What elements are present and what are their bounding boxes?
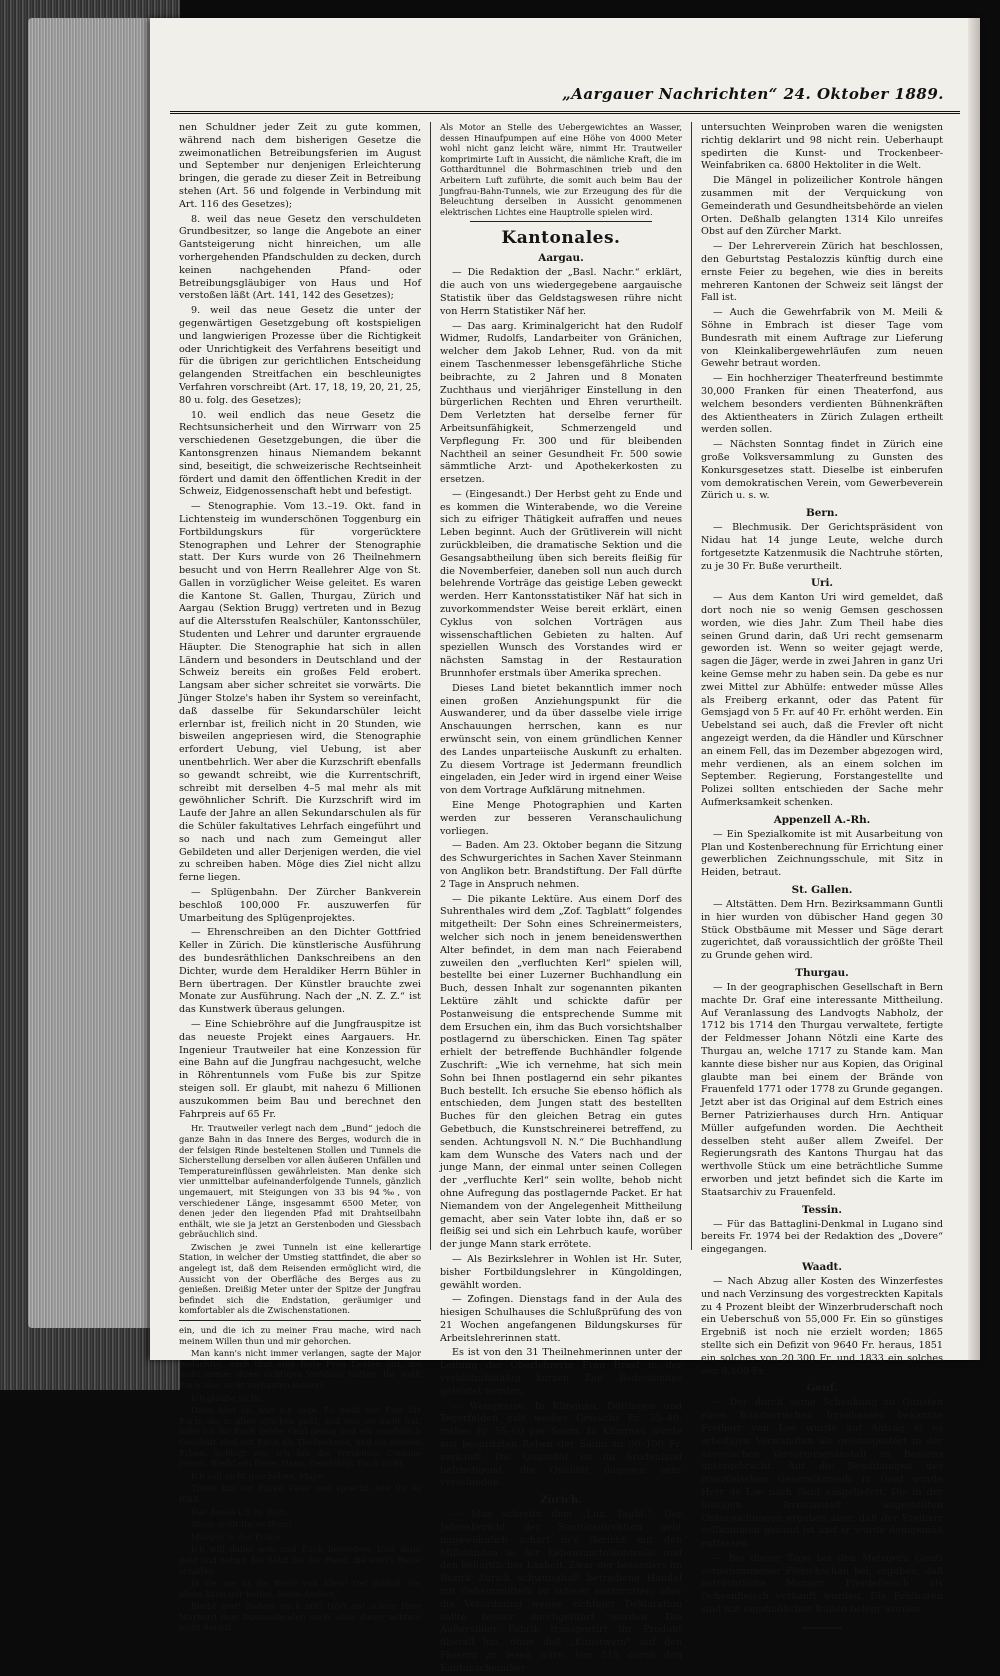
article-paragraph: 8. weil das neue Gesetz den verschuldeten Grundbesitzer, so lange die Angebote an einer Gantsteigerung nicht hinreichen, um alle vorhergehenden Pfandschulden zu decken, durch keinen nachgehenden Pfand- oder Betreibungsgläubiger von Haus und Hof verstoßen läßt (Art. 141, 142 des Gesetzes);: [179, 213, 421, 302]
article-paragraph: Dieses Land bietet bekanntlich immer noch einen großen Anziehungspunkt für die Auswanderer, und da über dasselbe viele irrige Anschauungen herrschen, kann es nur erwünscht sein, von einem gründlichen Kenner des Landes unparteiische Auskunft zu erhalten. Zu diesem Vortrage ist Jedermann freundlich eingeladen, ein Jeder wird in irgend einer Weise von dem Vortrage Aufklärung mitnehmen.: [440, 682, 682, 797]
feuilleton-paragraph: Dann hört an, was ich sage. Es giebt nur Eine für Euch, die in allen Stücken paßt, und was sie nicht hat, habe ich für Euch beide: Geld genug und ein ansehnlich Geschäft sind mit Euch als Theilnehmer, und als meinen Erben. Schlagt ein, ich bin die vornehme Cousine reisen. Bleibt ein freier Mann, demüthigt Euch nicht.: [179, 1405, 421, 1469]
article-spluegenbahn: — Splügenbahn. Der Zürcher Bankverein beschloß 100,000 Fr. auszuwerfen für Umarbeitung des Splügenprojektes.: [179, 887, 421, 924]
article-paragraph: Als Motor an Stelle des Uebergewichtes an Wasser, dessen Hinaufpumpen auf eine Höhe von 4000 Meter wohl nicht ganz leicht wäre, nimmt Hr. Trautweiler komprimirte Luft in Aussicht, die nämliche Kraft, die im Gotthardtunnel die Bohrmaschinen trieb und den Arbeitern Luft zuführte, die somit auch beim Bau der Jungfrau-Bahn-Tunnels, wie zur Erzeugung des für die Beleuchtung derselben in Aussicht genommenen elektrischen Lichtes eine Hauptrolle spielen wird.: [440, 122, 682, 217]
feuilleton-paragraph: Morgen in der Frühe.: [191, 1531, 283, 1542]
subsection-title-bern: Bern.: [805, 507, 839, 520]
article-paragraph: Es ist von den 31 Theilnehmerinnen unter der Leitung der Oberlehrerin Frau Brast in der verhältnißmäßig kurzen Zeit Bedeutendes geleistet worden.: [440, 1347, 682, 1397]
subsection-title-waadt: Waadt.: [802, 1260, 842, 1273]
article-paragraph: — Die pikante Lektüre. Aus einem Dorf des Suhrenthales wird dem „Zof. Tagblatt“ folgendes mitgetheilt: Der Sohn eines Schreinermeisters, welcher sich noch in jenem beneidenswerthen Alter befindet, in dem man nach Feierabend zuweilen den „verfluchten Kerl“ spielen will, bestellte bei einer Luzerner Buchhandlung ein Buch, dessen Inhalt zur sogenannten pikanten Lektüre zählt und schickte dafür per Postanweisung die entsprechende Summe mit dem Ersuchen ein, ihm das Buch vorsichtshalber postlagernd zu überschicken. Einen Tag später erhielt der betreffende Buchhändler folgende Zuschrift: „Wie ich vernehme, hat sich mein Sohn bei Ihnen postlagernd ein sehr pikantes Buch bestellt. Ich ersuche Sie ebenso höflich als entschieden, dem Jungen statt des bestellten Buches für den gleichen Betrag ein gutes Gebetbuch, die Kunstschreinerei betreffend, zu senden. Achtungsvoll N. N.“ Die Buchhandlung kam dem Wunsche des Vaters nach und der junge Mann, der einmal unter seinen Collegen der „verfluchte Kerl“ sein wollte, behob nicht ohne Aufregung das postlagernde Packet. Er hat Niemandem von der Angelegenheit Mittheilung gemacht, aber sein Vater lobte ihn, daß er so fleißig sei und sich ein Lehrbuch kaufe, worüber der junge Mann stark errötete.: [440, 893, 682, 1251]
feuilleton-paragraph: Ich glaube nicht.: [191, 1392, 263, 1403]
feuilleton-paragraph: Ich will dabei sein und Euch beistehen. Und dann geht und nehmt das Bäbli bei der Hand, die wird's Beste schaffen.: [179, 1544, 421, 1576]
article-paragraph: — Der Lehrerverein Zürich hat beschlossen, den Geburtstag Pestalozzis künftig durch eine ernste Feier zu begehen, wie dies in bereits mehreren Kantonen der Schweiz seit längst der Fall ist.: [701, 241, 943, 304]
article-paragraph: Zwischen je zwei Tunneln ist eine kellerartige Station, in welcher der Umstieg stattfindet, die aber so angelegt ist, daß dem Reisenden ermöglicht wird, die Aussicht von der Oberfläche des Berges aus zu genießen. Dreißig Meter unter der Spitze der Jungfrau befindet sich die Endstation, geräumiger und komfortabler als die Zwischenstationen.: [179, 1241, 421, 1316]
article-paragraph: untersuchten Weinproben waren die wenigsten richtig deklarirt und 98 nicht rein. Ueberhaupt spedirten die Kunst- und Trockenbeer-Weinfabriken ca. 6800 Hektoliter in die Welt.: [701, 122, 943, 172]
feuilleton-paragraph: Wann wollt Ihr es thun?: [191, 1519, 293, 1530]
article-paragraph: — Auch die Gewehrfabrik von M. Meili & Söhne in Embrach ist dieser Tage vom Bundesrath mit einem Auftrage zur Lieferung von Kleinkalibergewehrläufen zum neuen Gewehr betraut worden.: [701, 307, 943, 370]
subsection-title-st-gallen: St. Gallen.: [791, 884, 853, 897]
article-paragraph: 10. weil endlich das neue Gesetz die Rechtsunsicherheit und den Wirrwarr von 25 verschiedenen Gesetzgebungen, die über die Kantonsgrenzen hinaus Niemandem bekannt sind, beseitigt, die schweizerische Rechtseinheit fördert und damit den öffentlichen Kredit in der Schweiz, Eidgenossenschaft hebt und befestigt.: [179, 409, 421, 498]
subsection-title-aargau: Aargau.: [538, 252, 584, 265]
column-3: [692, 122, 952, 1616]
article-paragraph: Die Mängel in polizeilicher Kontrole hängen zusammen mit der Verquickung von Gemeinderath und Gesundheitsbehörde an vielen Orten. Deßhalb gelangten 1314 Kilo unreifes Obst auf den Zürcher Markt.: [701, 175, 943, 238]
article-paragraph: — Blechmusik. Der Gerichtspräsident von Nidau hat 14 junge Leute, welche durch fortgesetzte Katzenmusik die Nachtruhe störten, zu je 30 Fr. Buße verurtheilt.: [701, 522, 943, 572]
feuilleton-paragraph: Das denke ich zu thun.: [191, 1506, 289, 1517]
article-paragraph: — Ein Spezialkomite ist mit Ausarbeitung von Plan und Kostenberechnung für Errichtung einer gewerblichen Zeichnungsschule, mit Sitz in Heiden, betraut.: [701, 828, 943, 879]
article-paragraph: — Das aarg. Kriminalgericht hat den Rudolf Widmer, Rudolfs, Landarbeiter von Gränichen, welcher dem Jakob Lehner, Rud. von da mit einem Taschenmesser lebensgefährliche Stiche beibrachte, zu 2 Jahren und 8 Monaten Zuchthaus und vierjähriger Einstellung in den bürgerlichen Rechten und Ehren verurtheilt. Dem Verletzten hat derselbe ferner für Arbeitsunfähigkeit, Schmerzengeld und Verpflegung Fr. 300 und für bleibenden Nachtheil an seiner Gesundheit Fr. 500 sowie sämmtliche Arzt- und Apothekerkosten zu ersetzen.: [440, 320, 682, 486]
newspaper-title-date: „Aargauer Nachrichten“ 24. Oktober 1889.: [562, 85, 944, 103]
article-paragraph: — Aus dem Kanton Uri wird gemeldet, daß dort noch nie so wenig Gemsen geschossen worden, wie dies Jahr. Zum Theil habe dies seinen Grund darin, daß Uri recht gemsenarm geworden ist. Wenn so weiter gejagt werde, sagen die Jäger, werde in zwei Jahren in ganz Uri keine Gemse mehr zu haben sein. Da gebe es nur zwei Mittel zur Abhülfe: entweder müsse Alles als Freiberg erkannt, oder das Patent für Gemsjagd von 5 Fr. auf 40 Fr. erhöht werden. Ein Uebelstand sei auch, daß die Frevler oft nicht angezeigt werden, da die Händler und Kürschner an einem Fell, das im Dezember abgezogen wird, mehr verdienen, als an einem solchen im September. Regierung, Forstangestellte und Polizei sollten entschieden der Sache mehr Aufmerksamkeit schenken.: [701, 592, 943, 809]
feuilleton-paragraph: Ja sie, sie ist die Beste von Allen! rief Rudolf. Sie allein kann mir helfen, keine Andere.: [179, 1578, 421, 1599]
feuilleton-paragraph: Man kann's nicht immer verlangen, sagte der Major bedächtig, auch thut eine feste Frau Leuten gut, die nicht immer ihren richtigen Verstand hätten. Ihr wollt Euch also nicht verkaufen lassen?: [179, 1348, 421, 1391]
article-schiebroehre: — Eine Schiebröhre auf die Jungfrauspitze ist das neueste Projekt eines Aargauers. Hr. Ingenieur Trautweiler hat eine Konzession für eine Bahn auf die Jungfrau nachgesucht, welche in Röhrentunnels vom Fuße bis zur Spitze steigen soll. Er glaubt, mit nahezu 6 Millionen auszukommen beim Bau und berechnet den Fahrpreis auf 65 Fr.: [179, 1018, 421, 1120]
section-divider: [470, 221, 652, 222]
section-title-kantonales: Kantonales.: [501, 228, 621, 249]
column-1: [170, 122, 431, 1633]
article-stenographie: — Stenographie. Vom 13.–19. Okt. fand in Lichtensteig im wunderschönen Toggenburg ein Fortbildungskurs für vorgerücktere Stenographen und Lehrer der Stenographie statt. Der Kurs wurde von 26 Theilnehmern besucht und von Herrn Reallehrer Alge von St. Gallen in vorzüglicher Weise geleitet. Es waren die Kantone St. Gallen, Thurgau, Zürich und Aargau (Sektion Brugg) vertreten und in Bezug auf die Altersstufen Realschüler, Kantonsschüler, Studenten und Lehrer und darunter ergrauende Häupter. Die Stenographie hat sich in allen Ländern und besonders in Deutschland und der Schweiz bereits ein großes Feld erobert. Langsam aber sicher schreitet sie vorwärts. Die Jünger Stolze's haben ihr System so vereinfacht, daß dasselbe für Sekundarschüler leicht erlernbar ist, freilich nicht in 20 Stunden, wie bisweilen angepriesen wird, die Stenographie erfordert Uebung, viel Uebung, ist aber unentbehrlich. Wer aber die Kurzschrift ebenfalls so gewandt schreibt, wie die Kurrentschrift, schreibt mit derselben 4–5 mal mehr als mit gewöhnlicher Schrift. Die Kurzschrift wird im Laufe der Jahre an allen Sekundarschulen als für die Schüler fakultatives Lehrfach eingeführt und so nach und nach zum Gemeingut aller Gebildeten und aller Derjenigen werden, die viel zu schreiben haben. Möge dies Ziel nicht allzu ferne liegen.: [179, 501, 421, 884]
article-paragraph: — Für das Battaglini-Denkmal in Lugano sind bereits Fr. 1974 bei der Redaktion des „Dovere“ eingegangen.: [701, 1218, 943, 1256]
subsection-title-tessin: Tessin.: [802, 1203, 842, 1216]
article-paragraph: — Bei dieser Tage bei den Metzgern Genfs vorgenommener Fleischschau bei, ergaben, daß beträchtliche Mengen Pferdefleisch als Ochsenfleisch verkauft worden. Die Fehlbaren sind mit empfindlichen Bußen belegt worden.: [701, 1552, 943, 1616]
feuilleton-paragraph: ein, und die ich zu meiner Frau mache, wird nach meinem Willen thun und mir gehorchen.: [179, 1325, 421, 1346]
article-paragraph: — Altstätten. Dem Hrn. Bezirksammann Guntli in hier wurden von dübischer Hand gegen 30 Stück Obstbäume mit Messer und Säge derart zugerichtet, daß voraussichtlich der größte Theil zu Grunde gehen wird.: [701, 899, 943, 962]
article-paragraph: — Man schreibt dem „Luz. Tagbl.“: Der Jahresbericht der Sanitätsdirektion gebt ungewöhnlich scharf in's Gericht mit den Mißständen in der Lebensmittelkontrolle und den behördlicher Laxheit. Zwar der besonders im Bezirk Zürich schwunghaft betriebene Handel mit Geheimmitteln ist schwer auszurotten; aber die Verordnung wegen richtiger Deklaration sollte besser durchgeführt werden. Die Außersihler Fabrik transportirt ihr Produkt überall hin, ohne daß „Kunstwein“ auf den Fässern zu lesen wäre. Von 518 durch den Kantonschemiker: [440, 1509, 682, 1674]
article-paragraph: — Zofingen. Dienstags fand in der Aula des hiesigen Schulhauses die Schlußprüfung des von 21 Wochen angefangenen Bildungskurses für Arbeitslehrerinnen statt.: [440, 1294, 682, 1344]
article-paragraph: 9. weil das neue Gesetz die unter der gegenwärtigen Gesetzgebung oft kostspieligen und langwierigen Prozesse über die Richtigkeit oder Unrichtigkeit des Verfahrens beseitigt und für die übrigen zur gerichtlichen Entscheidung gelangenden Streitfachen ein beschleunigtes Verfahren vorschreibt (Art. 17, 18, 19, 20, 21, 25, 80 u. folg. des Gesetzes);: [179, 305, 421, 406]
article-paragraph: Eine Menge Photographien und Karten werden zur besseren Veranschaulichung vorliegen.: [440, 800, 682, 837]
feuilleton-paragraph: Bleibt hier! Nehmt mich mit! Hört an! schrie Herr Murhard dem Davoneilenden nach, aber dieser achtete nicht darauf.: [179, 1601, 421, 1633]
page-curl-shadow: [968, 18, 980, 1360]
article-paragraph: — Baden. Am 23. Oktober begann die Sitzung des Schwurgerichtes in Sachen Xaver Steinmann von Anglikon betr. Brandstiftung. Der Fall dürfte 2 Tage in Anspruch nehmen.: [440, 840, 682, 890]
article-paragraph: — Als Bezirkslehrer in Wohlen ist Hr. Suter, bisher Fortbildungslehrer in Küngoldingen, gewählt worden.: [440, 1253, 682, 1291]
article-paragraph: — Nächsten Sonntag findet in Zürich eine große Volksversammlung zu Gunsten des Konkursgesetzes statt. Dieselbe ist einberufen vom demokratischen Verein, vom Gewerbeverein Zürich u. s. w.: [701, 439, 943, 502]
article-paragraph: — Weinpreise. In Klingnau, Döttingen und Tegerfelden galt weißes Gewächs Fr. 35–40, rothes Fr. 55–60 per Saum. In Klingnau wurde aus bespritzten Reben der Saum zu 90–100 Fr. verkauft. Die Quantität ist im Studenland befriedigend, die Qualität dagegen sehr verschieden.: [440, 1400, 682, 1489]
subsection-title-thurgau: Thurgau.: [795, 967, 849, 980]
subsection-title-uri: Uri.: [810, 577, 834, 590]
article-ehrenschreiben: — Ehrenschreiben an den Dichter Gottfried Keller in Zürich. Die künstlerische Ausführung des bundesräthlichen Dankschreibens an den Dichter, wurde dem Heraldiker Herrn Bühler in Bern übertragen. Der Künstler brauchte zwei Monate zur Ausführung. Nach der „N. Z. Z.“ ist das Kunstwerk überaus gelungen.: [179, 927, 421, 1016]
article-paragraph: — Die Redaktion der „Basl. Nachr.“ erklärt, die auch von uns wiedergegebene aargauische Statistik über das Geldstagswesen rühre nicht von Herrn Statistiker Näf her.: [440, 267, 682, 317]
article-paragraph: — In der geographischen Gesellschaft in Bern machte Dr. Graf eine interessante Mittheilung. Auf Veranlassung des Landvogts Nabholz, der 1712 bis 1714 den Thurgau verwaltete, fertigte der Feldmesser Johann Nötzli eine Karte des Thurgau an, welche 1717 zu Stande kam. Man kannte diese bisher nur aus Kopien, das Original glaubte man bei einem der Brände von Frauenfeld 1771 oder 1778 zu Grunde gegangen. Jetzt aber ist das Original auf dem Estrich eines Berner Patrizierhauses durch Hrn. Antiquar Müller aufgefunden worden. Die Aechtheit desselben steht außer allem Zweifel. Der Regierungsrath des Kantons Thurgau hat das werthvolle Stück um eine beträchtliche Summe erworben und jetzt befindet sich die Karte im Staatsarchiv zu Frauenfeld.: [701, 982, 943, 1198]
article-paragraph: — Der durch seine Schenkung zu Gunsten eines Bündnerischen Irrenhauses bekannte Freiherr von Loe wurde auf Antrag ei es erbeiligen Verwandten als geistesgestört in der savoyischen Versorgungsanstalt zu Bessens untergebracht. Auf die Bemühungen des französischen Generalkonsuls in Genf wurde Herr de Loe nach Genf ausgeliefert. Die in der hiesigen Irrenanstalt angestellten Untersuchungen ergaben aber, daß der Freiherr vollkommen gesund ist und er wurde demgemäß entlassen.: [701, 1397, 943, 1550]
subsection-title-zurich: Zürich.: [539, 1494, 583, 1507]
newspaper-page: [150, 18, 980, 1674]
article-columns: [170, 122, 952, 1674]
feuilleton-paragraph: Ich soll nicht geschehen, Major.: [191, 1470, 327, 1481]
feuilleton-divider: [179, 1320, 421, 1321]
column-2: [431, 122, 692, 1674]
article-paragraph: — Nach Abzug aller Kosten des Winzerfestes und nach Verzinsung des vorgestreckten Kapitals zu 4 Prozent bleibt der Winzerbruderschaft noch ein Ueberschuß von 55,000 Fr. Ein so günstiges Ergebniß ist noch nie erzielt worden; 1865 stellte sich ein Defizit von 9640 Fr. heraus, 1851 ein solches von 20,300 Fr. und 1833 ein solches von 8,100 Fr.: [701, 1275, 943, 1377]
feuilleton-paragraph: Tretet hin vor Euren Vater und sprecht, wie Ihr es fühlt.: [179, 1483, 421, 1504]
page-header: [170, 84, 960, 114]
subsection-title-appenzell: Appenzell A.-Rh.: [773, 813, 871, 826]
article-paragraph: Hr. Trautweiler verlegt nach dem „Bund“ jedoch die ganze Bahn in das Innere des Berges, wodurch die in der felsigen Rinde besteltenen Stollen und Tunnels die Sicherstellung derselben vor allen äußeren Unfällen und Temperatureinflüssen gewährleisten. Man denke sich vier unmittelbar aufeinanderfolgende Tunnels, gänzlich ungemauert, mit Steigungen von 33 bis 94‰, von verschiedener Länge, insgesammt 6500 Meter, von denen jeder den liegenden Pfad mit Drahtseilbahn enthält, wie sie ja jetzt an Gerstenboden und Giessbach gebräuchlich sind.: [179, 1123, 421, 1240]
subsection-title-genf: Genf.: [806, 1382, 838, 1395]
end-rule: [802, 1627, 842, 1629]
article-paragraph: — (Eingesandt.) Der Herbst geht zu Ende und es kommen die Winterabende, wo die Vereine sich zu eifriger Thätigkeit aufraffen und neues Leben beginnt. Auch der Grütliverein will nicht zurückbleiben, die dramatische Sektion und die Gesangsabtheilung üben sich bereits fleißig für die Novemberfeier, daneben soll nun auch durch belehrende Vorträge das geistige Leben geweckt werden. Herr Kantonsstatistiker Näf hat sich in zuvorkommendster Weise bereit erklärt, einen Cyklus von solchen Vorträgen aus wissenschaftlichen Gebieten zu halten. Auf speziellen Wunsch des Vorstandes wird er nächsten Samstag in der Restauration Brunnhofer erstmals über Amerika sprechen.: [440, 488, 682, 680]
article-paragraph: nen Schuldner jeder Zeit zu gute kommen, während nach dem bisherigen Gesetze die zweimonatlichen Betreibungsferien im August und September nur denjenigen Erleichterung bringen, die gerade zu dieser Zeit in Betreibung stehen (Art. 56 und folgende in Verbindung mit Art. 116 des Gesetzes);: [179, 122, 421, 210]
article-paragraph: — Ein hochherziger Theaterfreund bestimmte 30,000 Franken für einen Theaterfond, aus welchem besonders verdienten Bühnenkräften des Aktientheaters in Zürich Zulagen ertheilt werden sollen.: [701, 373, 943, 436]
